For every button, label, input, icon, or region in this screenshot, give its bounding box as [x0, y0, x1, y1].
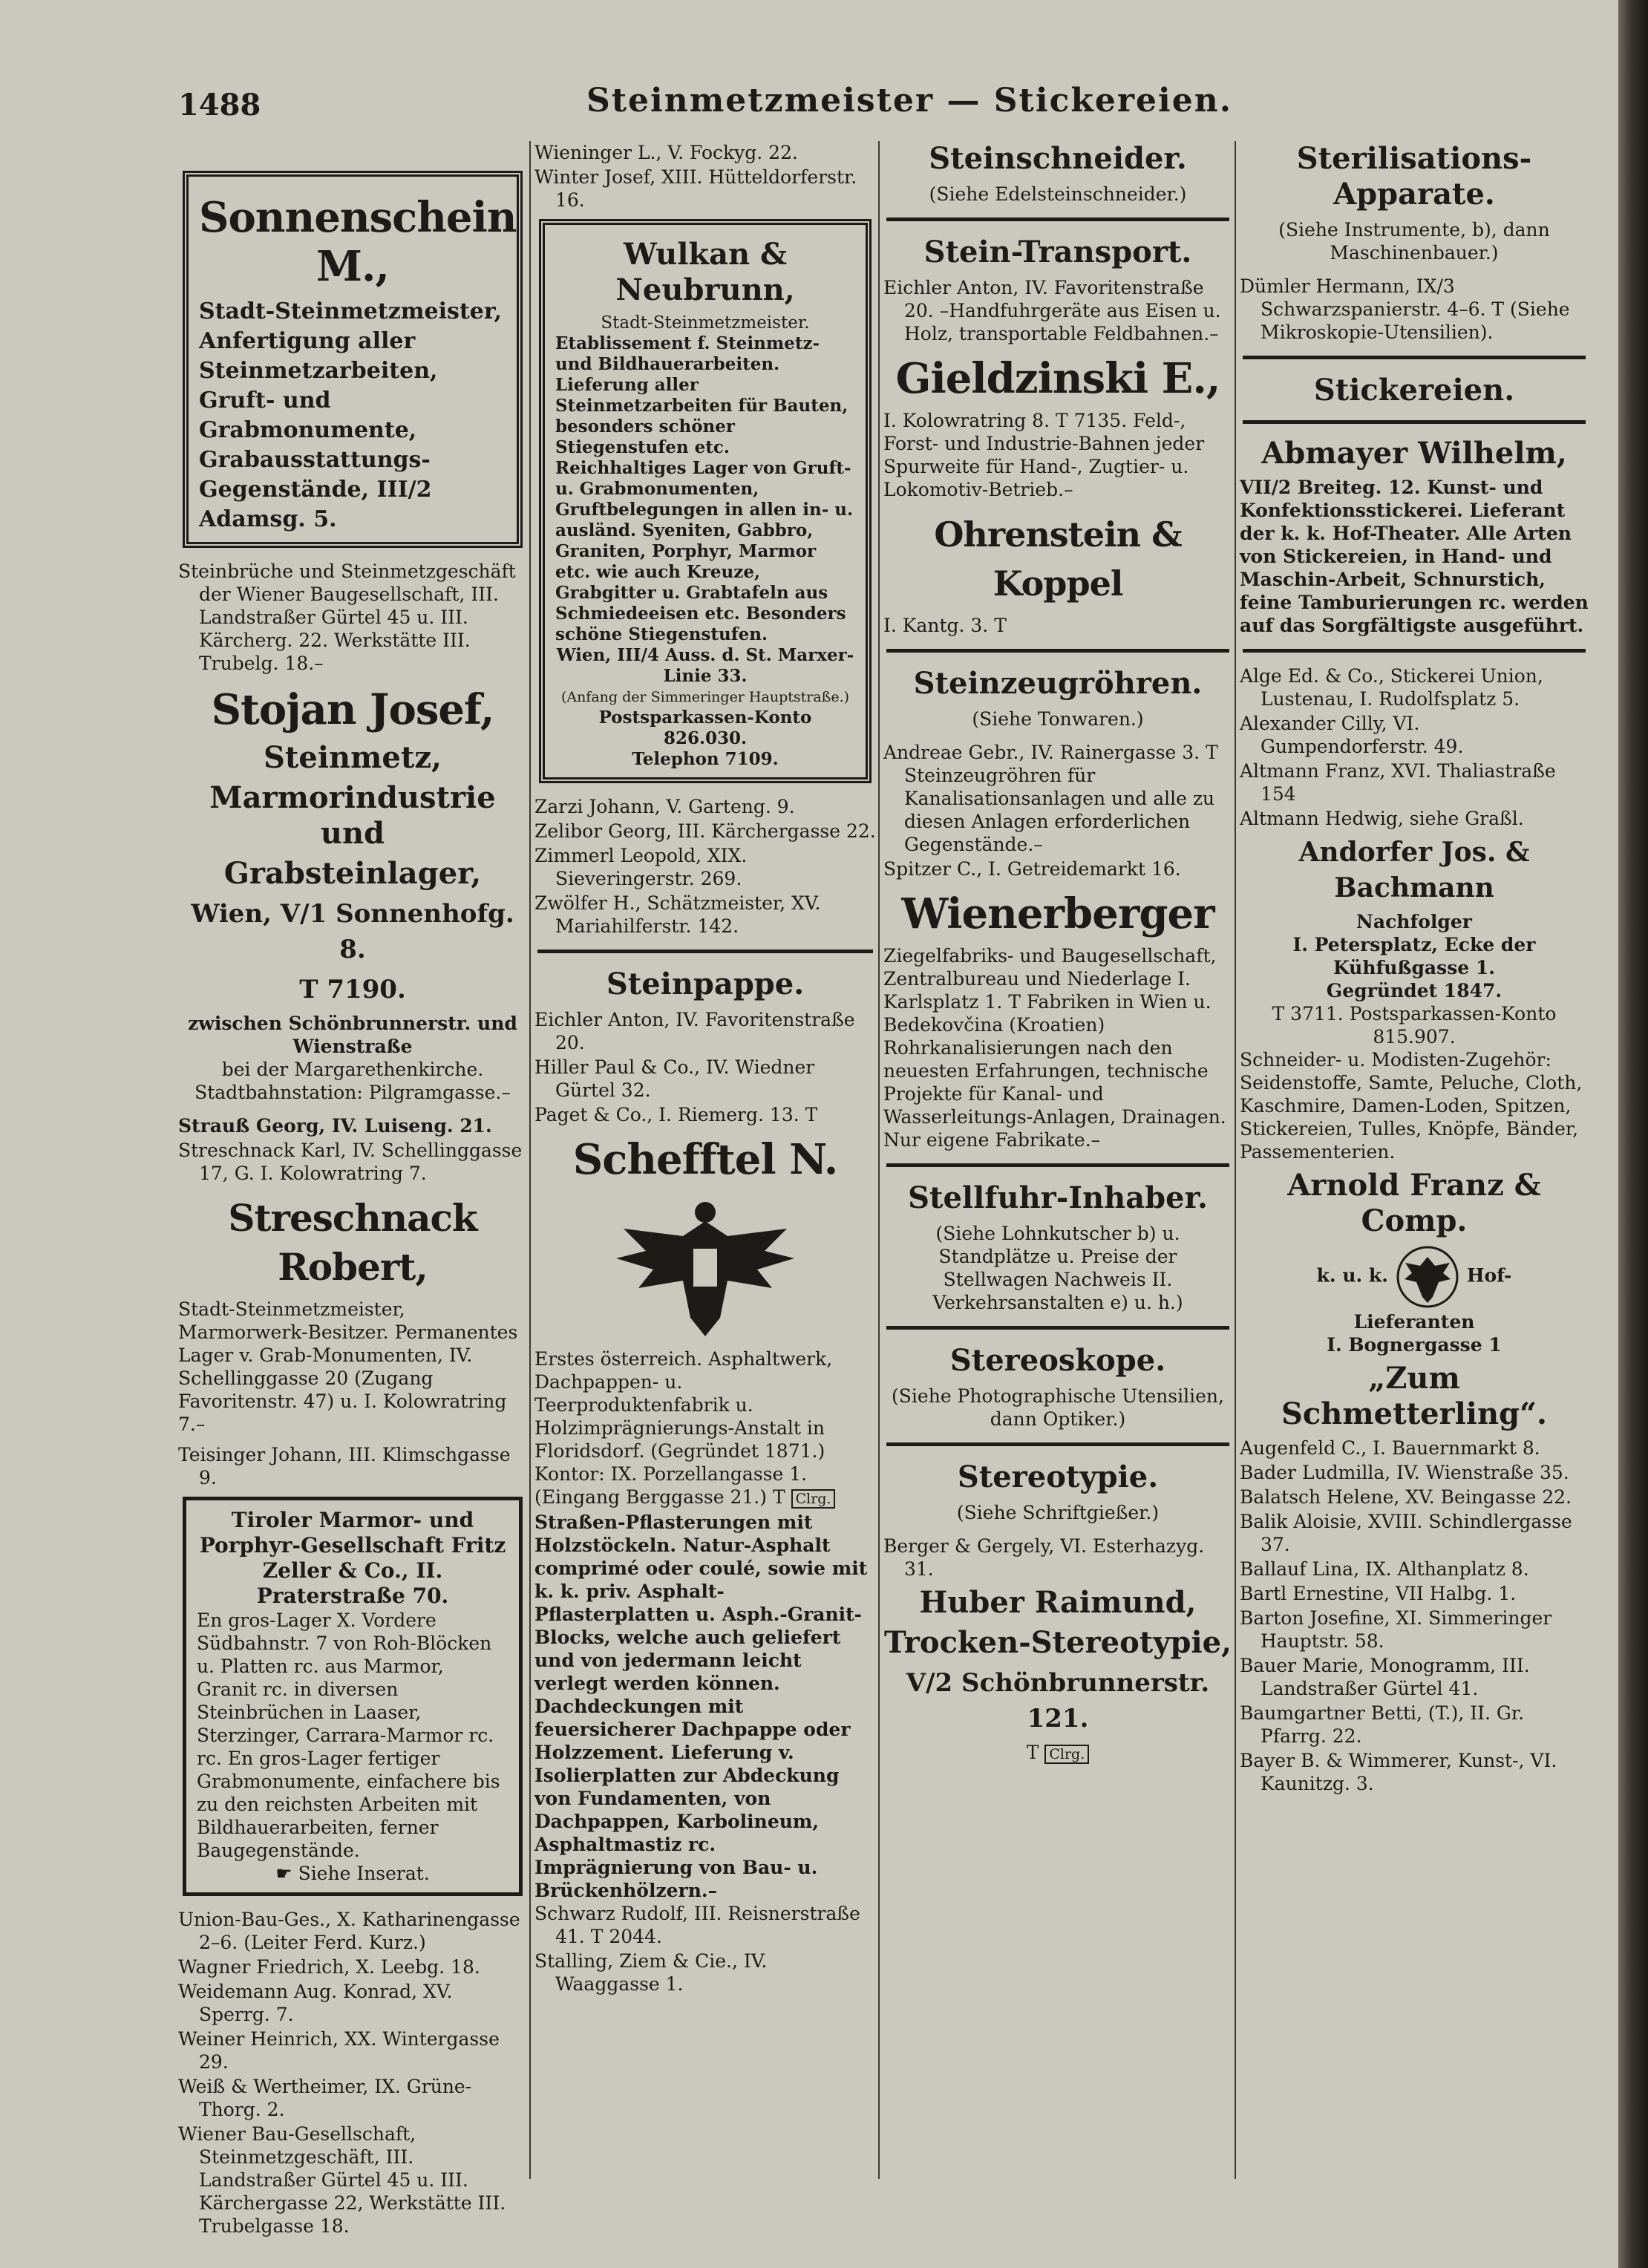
ad-ohrenstein-text: I. Kantg. 3. T: [883, 615, 1007, 636]
entry-berger: Berger & Gergely, VI. Esterhazyg. 31.: [883, 1535, 1205, 1580]
section-divider: [1243, 649, 1586, 653]
section-divider: [886, 1442, 1229, 1446]
sub-steinzeug: (Siehe Tonwaren.): [972, 708, 1144, 730]
ad-schefftel-text: [534, 1347, 876, 1511]
double-eagle-icon: [594, 1192, 817, 1340]
ad-arnold-right: Hof-: [1466, 1264, 1512, 1287]
clearing-badge: Clrg.: [791, 1489, 836, 1509]
entry-union: Union-Bau-Ges., X. Katharinengasse 2–6. (Leiter Ferd. Kurz.): [178, 1909, 520, 1953]
ad-abmayer-name: Abmayer Wilhelm,: [1261, 436, 1567, 471]
ad-tiroler-see-label: Siehe Inserat.: [298, 1863, 430, 1884]
entry-zimmerl: Zimmerl Leopold, XIX. Sieveringerstr. 269.: [534, 845, 748, 889]
ad-abmayer: [1240, 436, 1589, 637]
ad-andorfer-founded: Gegründet 1847.: [1326, 980, 1503, 1001]
ad-sonnenschein-name: Sonnenschein M.,: [199, 193, 517, 291]
entry-bayer: Bayer B. & Wimmerer, Kunst-, VI. Kaunitzg. 3.: [1240, 1750, 1557, 1794]
ad-arnold-shop: „Zum Schmetterling“.: [1281, 1361, 1547, 1431]
ad-arnold: [1240, 1168, 1589, 1432]
heading-stickereien: Stickereien.: [1313, 373, 1515, 408]
ad-stojan: [178, 685, 527, 1104]
ad-stojan-address: Wien, V/1 Sonnenhofg. 8.: [191, 899, 514, 964]
heading-stereotypie: Stereotypie.: [957, 1460, 1159, 1494]
column-rule: [1235, 141, 1236, 2179]
entry-teisinger: Teisinger Johann, III. Klimschgasse 9.: [178, 1444, 511, 1488]
ad-schefftel-name: Schefftel N.: [572, 1135, 838, 1184]
ad-wulkan-address: Wien, III/4 Auss. d. St. Marxer-Linie 33.: [556, 645, 854, 686]
ad-wienerberger-name: Wienerberger: [901, 889, 1214, 938]
ad-streschnack-robert: [178, 1194, 527, 1436]
entry-strauss: Strauß Georg, IV. Luiseng. 21.: [178, 1115, 492, 1137]
ad-gieldzinski: [883, 354, 1232, 501]
section-divider: [1243, 356, 1586, 359]
ad-tiroler: [183, 1497, 523, 1896]
entry-hiller: Hiller Paul & Co., IV. Wiedner Gürtel 32.: [534, 1056, 815, 1101]
ad-stojan-phone: T 7190.: [299, 975, 406, 1004]
entry-spitzer: Spitzer C., I. Getreidemarkt 16.: [883, 858, 1181, 880]
entry-altmann-franz: Altmann Franz, XVI. Thaliastraße 154: [1240, 760, 1556, 805]
entry-eichler: Eichler Anton, IV. Favoritenstraße 20.: [534, 1009, 855, 1053]
imperial-eagle-icon: [1394, 1244, 1461, 1310]
ad-stojan-between: zwischen Schönbrunnerstr. und Wienstraße: [188, 1013, 517, 1057]
ad-huber-phone: T: [1026, 1742, 1039, 1763]
ad-wulkan: [539, 219, 872, 783]
ad-ohrenstein: [883, 510, 1232, 637]
ad-huber-name: Huber Raimund,: [919, 1585, 1197, 1620]
ad-stojan-name: Stojan Josef,: [211, 685, 494, 734]
entry-balatsch: Balatsch Helene, XV. Beingasse 22.: [1240, 1486, 1572, 1508]
entry-baumgartner: Baumgartner Betti, (T.), II. Gr. Pfarrg. 22.: [1240, 1702, 1525, 1747]
sub-stereotypie: (Siehe Schriftgießer.): [956, 1502, 1160, 1523]
column-rule: [529, 141, 531, 2179]
ad-arnold-lieferanten: Lieferanten: [1353, 1311, 1475, 1333]
section-divider: [886, 1326, 1229, 1330]
heading-stellfuhr: Stellfuhr-Inhaber.: [908, 1180, 1208, 1215]
section-divider: [1243, 420, 1586, 424]
entry-weidemann: Weidemann Aug. Konrad, XV. Sperrg. 7.: [178, 1981, 453, 2025]
ad-wulkan-name: Wulkan & Neubrunn,: [615, 237, 795, 307]
ad-huber-address: V/2 Schönbrunnerstr. 121.: [906, 1668, 1210, 1733]
ad-schefftel: [534, 1135, 876, 1902]
ad-andorfer-address: I. Petersplatz, Ecke der Kühfußgasse 1.: [1292, 934, 1536, 978]
ad-andorfer-sub: Nachfolger: [1356, 911, 1472, 932]
ad-arnold-warrant: [1240, 1244, 1589, 1310]
ad-stojan-line3: Grabsteinlager,: [223, 856, 482, 891]
ad-wulkan-note: (Anfang der Simmeringer Hauptstraße.): [560, 689, 850, 705]
running-title: Steinmetzmeister — Stickereien.: [586, 82, 1233, 120]
ad-andorfer-text: Schneider- u. Modisten-Zugehör: Seidenstoffe, Samte, Peluche, Cloth, Kaschmire, Damen-Loden, Spitzen, Stickereien, Tulles, Knöpfe, Bänder, Passementerien.: [1240, 1049, 1583, 1163]
ad-sonnenschein: [183, 171, 523, 548]
sub-stereoskope: (Siehe Photographische Utensilien, dann Optiker.): [892, 1385, 1224, 1430]
ad-arnold-left: k. u. k.: [1316, 1264, 1388, 1287]
clearing-badge: Clrg.: [1044, 1745, 1089, 1764]
ad-tiroler-title: Tiroler Marmor- und Porphyr-Gesellschaft Fritz Zeller & Co., II. Praterstraße 70.: [199, 1508, 506, 1608]
entry-wiener-bau: Wiener Bau-Gesellschaft, Steinmetzgeschäft, III. Landstraßer Gürtel 45 u. III. Kärchergasse 22, Werkstätte III. Trubelgasse 18.: [178, 2123, 506, 2237]
ad-andorfer-phone: T 3711. Postsparkassen-Konto 815.907.: [1272, 1003, 1557, 1048]
entry-wagner: Wagner Friedrich, X. Leebg. 18.: [178, 1956, 480, 1978]
entry-stalling: Stalling, Ziem & Cie., IV. Waaggasse 1.: [534, 1950, 768, 1995]
entry-weiss: Weiß & Wertheimer, IX. Grüne-Thorg. 2.: [178, 2076, 472, 2120]
entry-paget: Paget & Co., I. Riemerg. 13. T: [534, 1104, 818, 1125]
ad-gieldzinski-name: Gieldzinski E.,: [895, 354, 1220, 403]
page-number: 1488: [178, 88, 261, 122]
entry-duemler: Dümler Hermann, IX/3 Schwarzspanierstr. 4–6. T (Siehe Mikroskopie-Utensilien).: [1240, 275, 1570, 343]
ad-huber-contact: [883, 1741, 1232, 1766]
heading-steinpappe: Steinpappe.: [606, 967, 805, 1001]
entry-steinbrueche: Steinbrüche und Steinmetzgeschäft der Wiener Baugesellschaft, III. Landstraßer Gürtel 45 u. III. Kärcherg. 22. Werkstätte III. Trubelg. 18.–: [178, 561, 516, 674]
column-3: [883, 141, 1232, 2179]
ad-wulkan-text: Etablissement f. Steinmetz- und Bildhauerarbeiten. Lieferung aller Steinmetzarbeiten für Bauten, besonders schöner Stiegenstufen etc. Reichhaltiges Lager von Gruft- u. Grabmonumenten, Gruftbelegungen in allen in- u. ausländ. Syeniten, Gabbro, Graniten, Porphyr, Marmor etc. wie auch Kreuze, Grabgitter u. Grabtafeln aus Schmiedeeisen etc. Besonders schöne Stiegenstufen.: [555, 333, 854, 644]
ad-wienerberger-text: Ziegelfabriks- und Baugesellschaft, Zentralbureau und Niederlage I. Karlsplatz 1. T Fabriken in Wien u. Bedekovčina (Kroatien) Rohrkanalisierungen nach den neuesten Erfahrungen, technische Projekte für Kanal- und Wasserleitungs-Anlagen, Drainagen. Nur eigene Fabrikate.–: [883, 945, 1226, 1151]
book-spine: [1618, 0, 1648, 2268]
ad-streschnack-robert-text: Stadt-Steinmetzmeister, Marmorwerk-Besitzer. Permanentes Lager v. Grab-Monumenten, IV. Schellinggasse 20 (Zugang Favoritenstr. 47) u. I. Kolowratring 7.–: [178, 1298, 518, 1435]
ad-stojan-line1: Steinmetz,: [264, 740, 442, 775]
ad-tiroler-see: [197, 1862, 509, 1885]
ad-andorfer-name: Andorfer Jos. & Bachmann: [1298, 837, 1530, 903]
ad-streschnack-robert-name: Streschnack Robert,: [228, 1196, 477, 1289]
ad-andorfer: [1240, 834, 1589, 1163]
column-2: [534, 141, 876, 2179]
ad-wulkan-phone: Telephon 7109.: [632, 749, 779, 769]
entry-alge: Alge Ed. & Co., Stickerei Union, Lustenau, I. Rudolfsplatz 5.: [1240, 665, 1543, 710]
entry-weiner: Weiner Heinrich, XX. Wintergasse 29.: [178, 2028, 500, 2073]
section-divider: [537, 950, 873, 953]
ad-arnold-name: Arnold Franz & Comp.: [1287, 1168, 1541, 1238]
entry-streschnack-karl: Streschnack Karl, IV. Schellinggasse 17, G. I. Kolowratring 7.: [178, 1140, 523, 1184]
ad-wienerberger: [883, 889, 1232, 1151]
heading-steinzeug: Steinzeugröhren.: [913, 666, 1203, 701]
ad-schefftel-text2: Straßen-Pflasterungen mit Holzstöckeln. Natur-Asphalt comprimé oder coulé, sowie mit k. k. priv. Asphalt-Pflasterplatten u. Asph.-Granit-Blocks, welche auch geliefert und von jedermann leicht verlegt werden können. Dachdeckungen mit feuersicherer Dachpappe oder Holzzement. Lieferung v. Isolierplatten zur Abdeckung von Fundamenten, von Dachpappen, Karbolineum, Asphaltmastiz rc. Imprägnierung von Bau- u. Brückenhölzern.–: [534, 1512, 868, 1901]
entry-altmann-hedwig: Altmann Hedwig, siehe Graßl.: [1240, 808, 1524, 829]
sub-stellfuhr: (Siehe Lohnkutscher b) u. Standplätze u. Preise der Stellwagen Nachweis II. Verkehrsanstalten e) u. h.): [932, 1223, 1183, 1313]
entry-bader: Bader Ludmilla, IV. Wienstraße 35.: [1240, 1462, 1569, 1483]
ad-wulkan-sub: Stadt-Steinmetzmeister.: [601, 313, 810, 333]
entry-zelibor: Zelibor Georg, III. Kärchergasse 22.: [534, 820, 876, 842]
entry-eichler-transport: Eichler Anton, IV. Favoritenstraße 20. –Handfuhrgeräte aus Eisen u. Holz, transportable Feldbahnen.–: [883, 277, 1221, 344]
section-divider: [886, 1163, 1229, 1167]
entry-zwoelfer: Zwölfer H., Schätzmeister, XV. Mariahilferstr. 142.: [534, 892, 821, 937]
entry-bauer: Bauer Marie, Monogramm, III. Landstraßer Gürtel 41.: [1240, 1655, 1530, 1699]
ad-stojan-station: Stadtbahnstation: Pilgramgasse.–: [194, 1082, 511, 1103]
ad-schefftel-text-part1: Erstes österreich. Asphaltwerk, Dachpappen- u. Teerproduktenfabrik u. Holzimprägnierungs-Anstalt in Floridsdorf. (Gegründet 1871.) Kontor: IX. Porzellangasse 1. (Eingang Berggasse 21.) T: [534, 1348, 833, 1508]
column-4: [1240, 141, 1589, 2179]
ad-sonnenschein-text: Stadt-Steinmetzmeister, Anfertigung aller Steinmetzarbeiten, Gruft- und Grabmonumente, Grabausstattungs-Gegenstände, III/2 Adamsg. 5.: [199, 298, 502, 532]
heading-stereoskope: Stereoskope.: [949, 1343, 1166, 1378]
ad-arnold-address: I. Bognergasse 1: [1327, 1334, 1502, 1356]
pointing-hand-icon: ☛: [275, 1863, 298, 1884]
entry-ballauf: Ballauf Lina, IX. Althanplatz 8.: [1240, 1558, 1529, 1580]
ad-abmayer-text: VII/2 Breiteg. 12. Kunst- und Konfektionsstickerei. Lieferant der k. k. Hof-Theater. Alle Arten von Stickereien, in Hand- und Maschin-Arbeit, Schnurstich, feine Tamburierungen rc. werden auf das Sorgfältigste ausgeführt.: [1240, 477, 1589, 636]
entry-andreae: Andreae Gebr., IV. Rainergasse 3. T Steinzeugröhren für Kanalisationsanlagen und alle zu diesen Anlagen erforderlichen Gegenstände.–: [883, 742, 1218, 855]
entry-balik: Balik Aloisie, XVIII. Schindlergasse 37.: [1240, 1511, 1572, 1555]
ad-wulkan-postal: Postsparkassen-Konto 826.030.: [598, 707, 812, 748]
ad-stojan-near: bei der Margarethenkirche.: [221, 1059, 484, 1080]
heading-sterilisation: Sterilisations-Apparate.: [1296, 141, 1532, 212]
entry-alexander: Alexander Cilly, VI. Gumpendorferstr. 49.: [1240, 713, 1464, 757]
ad-huber: [883, 1585, 1232, 1766]
ad-huber-line: Trocken-Stereotypie,: [883, 1625, 1232, 1660]
ad-ohrenstein-name: Ohrenstein & Koppel: [934, 514, 1182, 604]
entry-zarzi: Zarzi Johann, V. Garteng. 9.: [534, 796, 795, 817]
entry-augenfeld: Augenfeld C., I. Bauernmarkt 8.: [1240, 1437, 1540, 1459]
entry-winter: Winter Josef, XIII. Hütteldorferstr. 16.: [534, 166, 857, 211]
heading-steinschneider: Steinschneider.: [929, 141, 1187, 176]
section-divider: [886, 218, 1229, 221]
entry-barton: Barton Josefine, XI. Simmeringer Hauptstr. 58.: [1240, 1607, 1552, 1652]
heading-steintransport: Stein-Transport.: [923, 235, 1192, 269]
section-divider: [886, 649, 1229, 653]
column-rule: [878, 141, 880, 2179]
sub-steinschneider: (Siehe Edelsteinschneider.): [929, 183, 1187, 205]
entry-wieninger: Wieninger L., V. Fockyg. 22.: [534, 142, 798, 163]
sub-sterilisation: (Siehe Instrumente, b), dann Maschinenbauer.): [1278, 219, 1550, 264]
column-1: [178, 141, 527, 2237]
entry-bartl: Bartl Ernestine, VII Halbg. 1.: [1240, 1583, 1517, 1604]
ad-tiroler-text: En gros-Lager X. Vordere Südbahnstr. 7 von Roh-Blöcken u. Platten rc. aus Marmor, Granit rc. in diversen Steinbrüchen in Laaser, Sterzinger, Carrara-Marmor rc. rc. En gros-Lager fertiger Grabmonumente, einfachere bis zu den reichsten Arbeiten mit Bildhauerarbeiten, ferner Baugegenstände.: [197, 1610, 500, 1861]
ad-gieldzinski-text: I. Kolowratring 8. T 7135. Feld-, Forst- und Industrie-Bahnen jeder Spurweite für Hand-, Zugtier- u. Lokomotiv-Betrieb.–: [883, 410, 1205, 500]
ad-stojan-line2: Marmorindustrie und: [209, 780, 496, 851]
entry-schwarz: Schwarz Rudolf, III. Reisnerstraße 41. T 2044.: [534, 1903, 860, 1947]
